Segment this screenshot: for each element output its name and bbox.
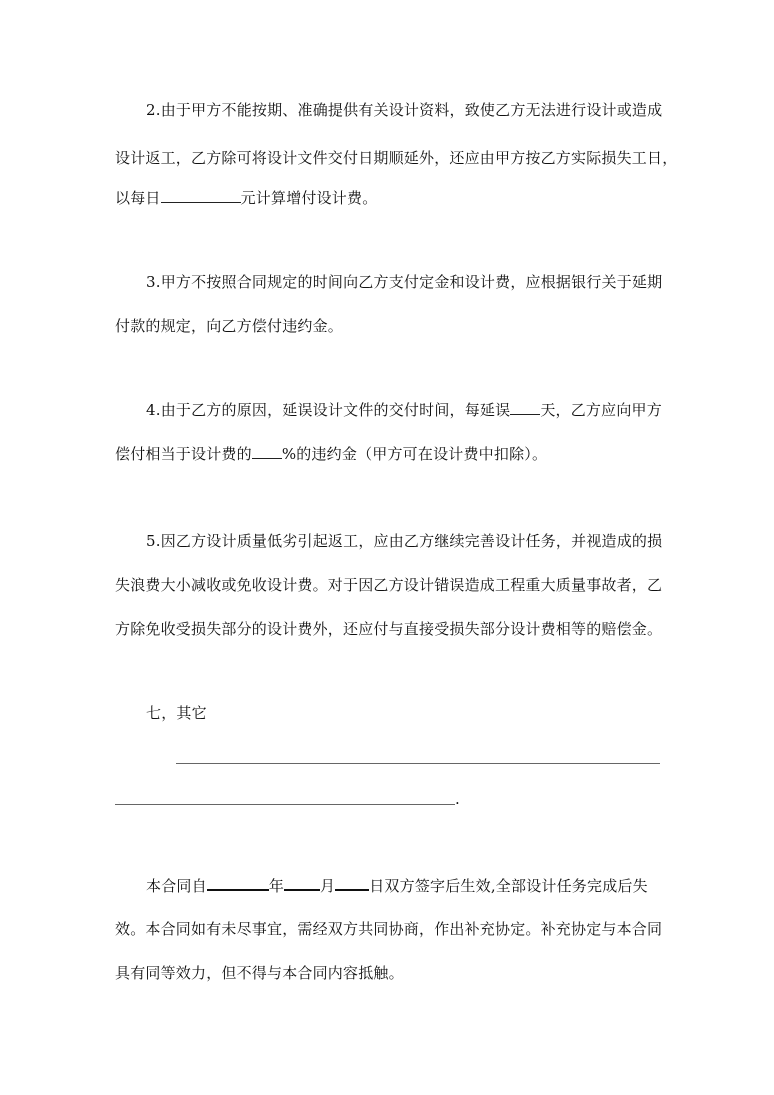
- penalty-percent-blank: [252, 444, 282, 459]
- validity-line-2: 效。本合同如有未尽事宜，需经双方共同协商，作出补充协定。补充协定与本合同: [115, 920, 663, 938]
- validity-text-b: 年: [268, 877, 285, 895]
- clause-2-line-3: [115, 188, 377, 208]
- validity-line-3: 具有同等效力，但不得与本合同内容抵触。: [115, 964, 404, 982]
- clause-4-line-1-suffix: 天，乙方应向甲方: [540, 401, 662, 419]
- clause-2-line-2: 设计返工，乙方除可将设计文件交付日期顺延外，还应由甲方按乙方实际损失工日，: [115, 149, 678, 167]
- validity-text-d: 日双方签字后生效,全部设计任务完成后失: [369, 877, 648, 895]
- validity-line-1: [146, 875, 648, 896]
- other-terms-end-mark: .: [455, 790, 460, 808]
- other-terms-blank-line-2: [115, 804, 455, 805]
- clause-4-line-1: [146, 400, 662, 420]
- clause-4-line-2: [115, 444, 547, 464]
- other-terms-blank-line-1: [176, 763, 660, 764]
- day-blank: [335, 875, 369, 891]
- clause-5-line-1: 5.因乙方设计质量低劣引起返工，应由乙方继续完善设计任务，并视造成的损: [146, 532, 663, 550]
- validity-text-a: 本合同自: [146, 877, 207, 895]
- clause-2-line-3-suffix: 元计算增付设计费。: [240, 189, 378, 207]
- clause-2-line-3-prefix: 以每日: [115, 189, 161, 207]
- clause-5-line-3: 方除免收受损失部分的设计费外，还应付与直接受损失部分设计费相等的赔偿金。: [115, 620, 663, 638]
- delay-days-blank: [510, 400, 540, 415]
- clause-2-line-1: 2.由于甲方不能按期、准确提供有关设计资料，致使乙方无法进行设计或造成: [146, 101, 663, 119]
- validity-text-c: 月: [320, 877, 336, 895]
- clause-4-line-1-prefix: 4.由于乙方的原因，延误设计文件的交付时间，每延误: [146, 401, 511, 419]
- clause-5-line-2: 失浪费大小减收或免收设计费。对于因乙方设计错误造成工程重大质量事故者，乙: [115, 576, 663, 594]
- daily-amount-blank: [161, 188, 241, 203]
- clause-3-line-1: 3.甲方不按照合同规定的时间向乙方支付定金和设计费，应根据银行关于延期: [146, 273, 663, 291]
- clause-4-line-2-suffix: %的违约金（甲方可在设计费中扣除）。: [281, 445, 548, 463]
- month-blank: [284, 875, 320, 891]
- year-blank: [207, 875, 269, 891]
- section-7-heading: 七，其它: [146, 704, 207, 722]
- clause-3-line-2: 付款的规定，向乙方偿付违约金。: [115, 317, 344, 335]
- clause-4-line-2-prefix: 偿付相当于设计费的: [115, 445, 252, 463]
